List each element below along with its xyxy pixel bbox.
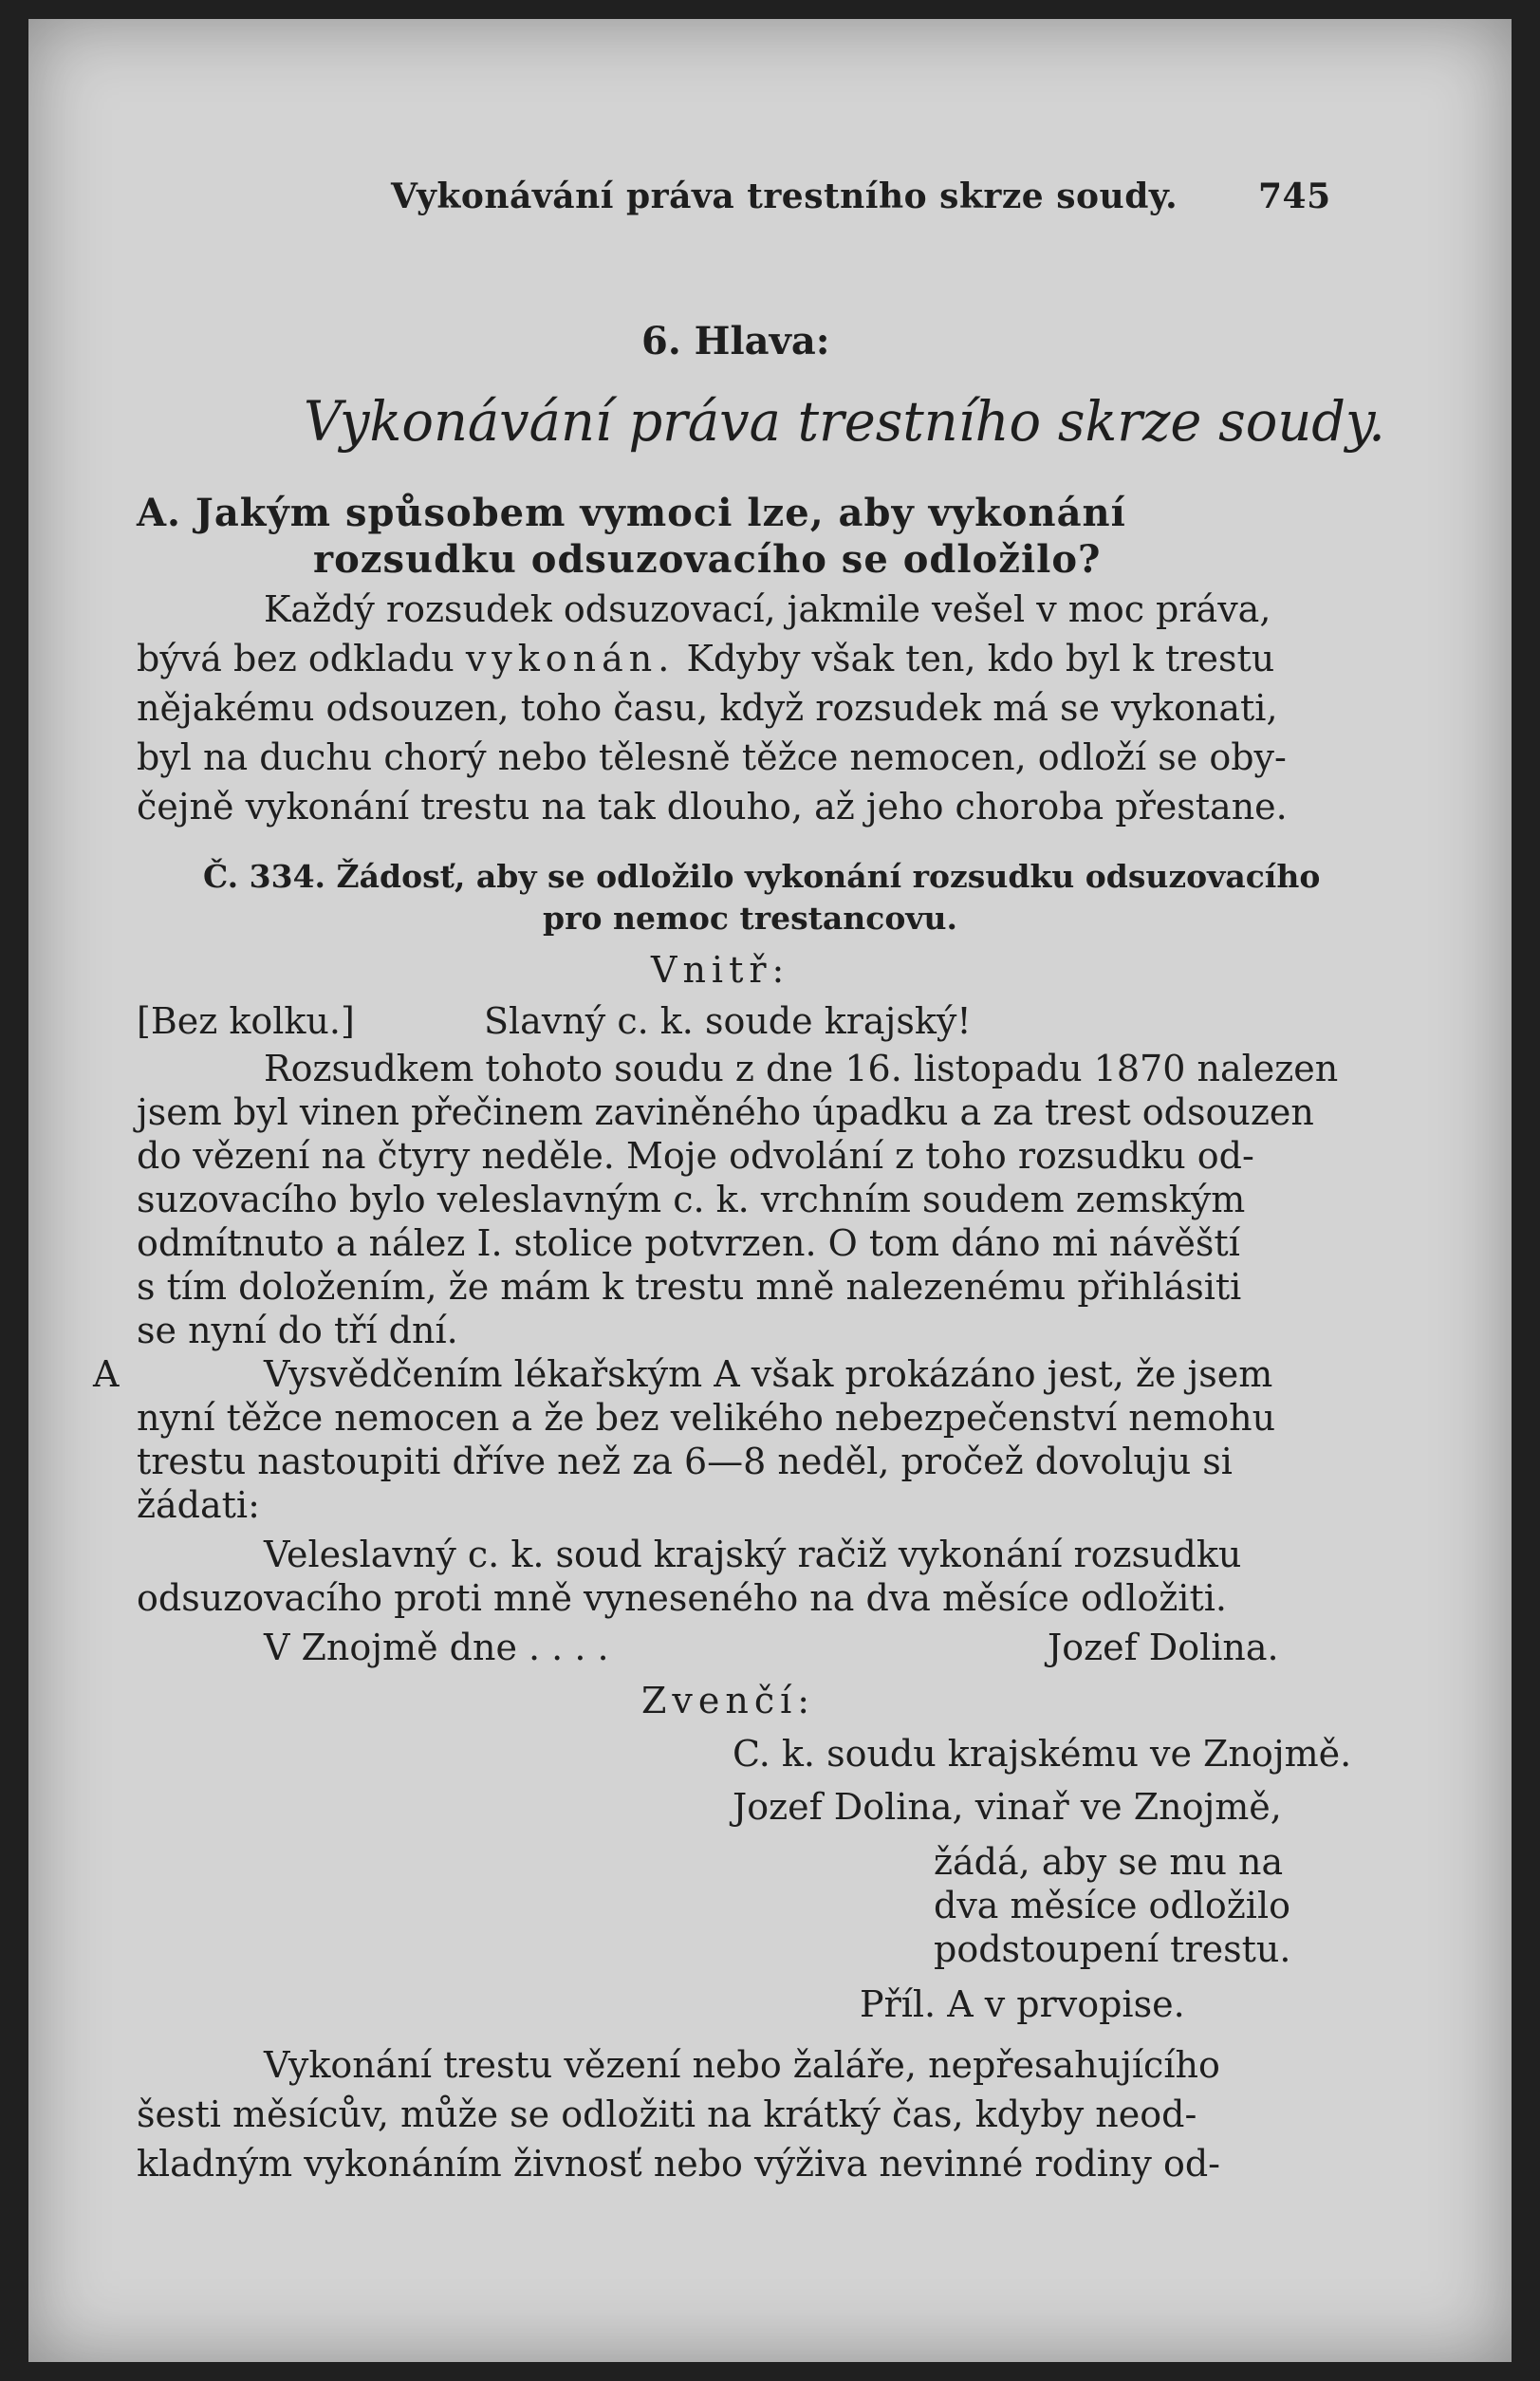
page-number: 745 bbox=[1258, 177, 1331, 216]
form-body-line: Rozsudkem tohoto soudu z dne 16. listopadu 1870 nalezen bbox=[264, 1048, 1339, 1089]
paragraph-line: byl na duchu chorý nebo tělesně těžce nemocen, odloží se oby- bbox=[137, 736, 1287, 778]
paragraph-line: čejně vykonání trestu na tak dlouho, až jeho choroba přestane. bbox=[137, 786, 1288, 828]
form-title-line2: pro nemoc trestancovu. bbox=[543, 900, 958, 937]
signature: Jozef Dolina. bbox=[1048, 1627, 1279, 1668]
chapter-number: 6. Hlava: bbox=[641, 319, 830, 363]
subject-line: dva měsíce odložilo bbox=[934, 1885, 1290, 1926]
closing-line: Vykonání trestu vězení nebo žaláře, nepřesahujícího bbox=[264, 2044, 1220, 2086]
salutation: Slavný c. k. soude krajský! bbox=[484, 1000, 972, 1042]
form-body-line: s tím doložením, že mám k trestu mně nalezenému přihlásiti bbox=[137, 1266, 1242, 1308]
spaced-word: vykonán. bbox=[465, 638, 676, 679]
form-body2-line: nyní těžce nemocen a že bez velikého nebezpečenství nemohu bbox=[137, 1397, 1276, 1439]
book-page bbox=[28, 19, 1512, 2362]
closing-line: kladným vykonáním živnosť nebo výživa nevinné rodiny od- bbox=[137, 2143, 1221, 2185]
form-body2-line: žádati: bbox=[137, 1484, 260, 1526]
form-body-line: jsem byl vinen přečinem zaviněného úpadku a za trest odsouzen bbox=[137, 1091, 1314, 1133]
sender: Jozef Dolina, vinař ve Znojmě, bbox=[733, 1786, 1282, 1828]
section-heading-line1: A. Jakým spůsobem vymoci lze, aby vykonání bbox=[137, 491, 1126, 535]
request-line: Veleslavný c. k. soud krajský račiž vykonání rozsudku bbox=[264, 1534, 1242, 1575]
paragraph-line: bývá bez odkladu vykonán. Kdyby však ten, kdo byl k trestu bbox=[137, 638, 1275, 679]
section-heading-line2: rozsudku odsuzovacího se odložilo? bbox=[313, 537, 1102, 582]
inside-label: Vnitř: bbox=[651, 949, 790, 991]
closing-line: šesti měsícův, může se odložiti na krátký čas, kdyby neod- bbox=[137, 2093, 1197, 2135]
enclosure-note: Příl. A v prvopise. bbox=[860, 1983, 1185, 2025]
addressee: C. k. soudu krajskému ve Znojmě. bbox=[733, 1733, 1352, 1775]
paragraph-line: nějakému odsouzen, toho času, když rozsudek má se vykonati, bbox=[137, 687, 1278, 729]
form-body-line: se nyní do tří dní. bbox=[137, 1310, 458, 1351]
request-line: odsuzovacího proti mně vyneseného na dva měsíce odložiti. bbox=[137, 1577, 1227, 1619]
form-body-line: odmítnuto a nález I. stolice potvrzen. O tom dáno mi návěští bbox=[137, 1222, 1240, 1264]
paragraph-line: Každý rozsudek odsuzovací, jakmile vešel v moc práva, bbox=[264, 588, 1271, 630]
form-body-line: suzovacího bylo veleslavným c. k. vrchním soudem zemským bbox=[137, 1179, 1246, 1220]
stamp-note: [Bez kolku.] bbox=[137, 1000, 355, 1042]
form-title-line1: Č. 334. Žádosť, aby se odložilo vykonání rozsudku odsuzovacího bbox=[203, 858, 1321, 895]
running-title: Vykonávání práva trestního skrze soudy. bbox=[391, 177, 1178, 216]
place-date: V Znojmě dne . . . . bbox=[264, 1627, 609, 1668]
form-body2-line: trestu nastoupiti dříve než za 6—8 neděl, pročež dovoluju si bbox=[137, 1441, 1233, 1482]
form-body2-line: Vysvědčením lékařským A však prokázáno jest, že jsem bbox=[264, 1353, 1273, 1395]
margin-mark: A bbox=[93, 1353, 120, 1395]
form-body-line: do vězení na čtyry neděle. Moje odvolání z toho rozsudku od- bbox=[137, 1135, 1254, 1177]
chapter-title: Vykonávání práva trestního skrze soudy. bbox=[304, 389, 1385, 454]
subject-line: podstoupení trestu. bbox=[934, 1928, 1291, 1970]
outside-label: Zvenčí: bbox=[641, 1680, 816, 1721]
subject-line: žádá, aby se mu na bbox=[934, 1841, 1284, 1883]
